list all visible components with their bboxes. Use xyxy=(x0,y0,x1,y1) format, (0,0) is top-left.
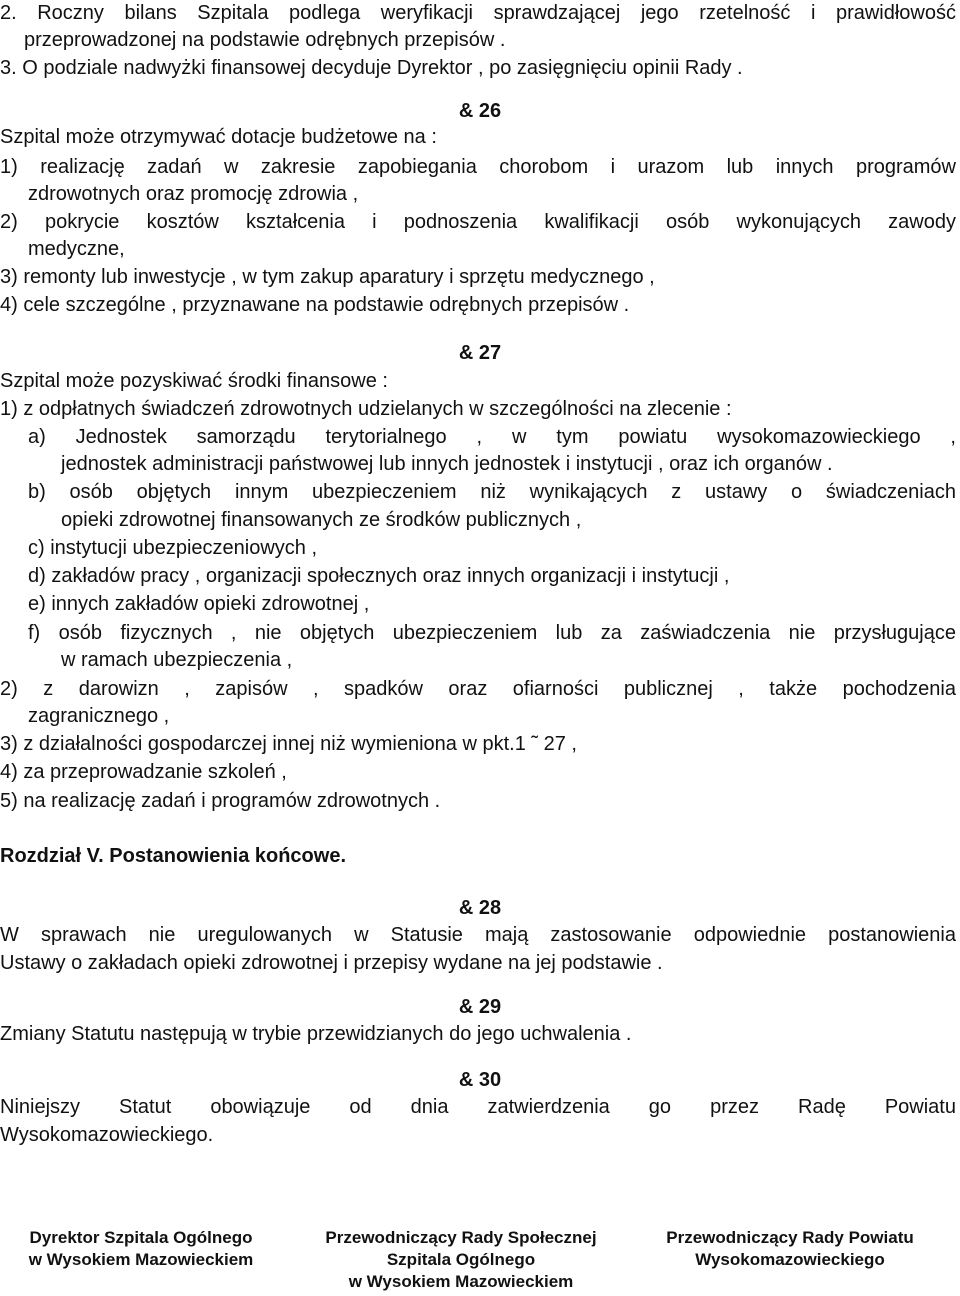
section-27-item-f-line-1: f) osób fizycznych , nie objętych ubezpieczeniem lub za zaświadczenia nie przysługujące xyxy=(28,622,956,644)
section-26-point-1-line-1: 1) realizację zadań w zakresie zapobiegania chorobom i urazom lub innych programów xyxy=(0,156,956,178)
signature-social-council-line-1: Przewodniczący Rady Społecznej xyxy=(325,1228,597,1247)
intro-item-2-line-1: 2. Roczny bilans Szpitala podlega weryfikacji sprawdzającej jego rzetelność i prawidłowość xyxy=(0,2,956,24)
signature-district-council-line-2: Wysokomazowieckiego xyxy=(695,1250,885,1269)
section-29-heading: & 29 xyxy=(458,996,502,1018)
section-27-point-2-line-1: 2) z darowizn , zapisów , spadków oraz ofiarności publicznej , także pochodzenia xyxy=(0,678,956,700)
signature-district-council-line-1: Przewodniczący Rady Powiatu xyxy=(666,1228,914,1247)
section-26-point-3: 3) remonty lub inwestycje , w tym zakup aparatury i sprzętu medycznego , xyxy=(0,266,655,288)
signature-social-council-line-3: w Wysokiem Mazowieckiem xyxy=(348,1272,574,1291)
intro-item-3: 3. O podziale nadwyżki finansowej decyduje Dyrektor , po zasięgnięciu opinii Rady . xyxy=(0,57,743,79)
section-27-item-e: e) innych zakładów opieki zdrowotnej , xyxy=(28,593,370,615)
signature-director xyxy=(6,1227,276,1271)
section-27-item-c: c) instytucji ubezpieczeniowych , xyxy=(28,537,318,559)
signature-social-council-chair xyxy=(296,1227,626,1293)
section-26-point-1-line-2: zdrowotnych oraz promocję zdrowia , xyxy=(28,183,359,205)
section-26-point-4: 4) cele szczególne , przyznawane na podstawie odrębnych przepisów . xyxy=(0,294,630,316)
section-26-heading: & 26 xyxy=(458,100,502,122)
section-27-heading: & 27 xyxy=(458,342,502,364)
section-27-item-d: d) zakładów pracy , organizacji społecznych oraz innych organizacji i instytucji , xyxy=(28,565,730,587)
section-27-item-b-line-1: b) osób objętych innym ubezpieczeniem niż wynikających z ustawy o świadczeniach xyxy=(28,481,956,503)
signature-social-council-line-2: Szpitala Ogólnego xyxy=(386,1250,536,1269)
section-29-line-1: Zmiany Statutu następują w trybie przewidzianych do jego uchwalenia . xyxy=(0,1023,632,1045)
section-30-line-2: Wysokomazowieckiego. xyxy=(0,1124,214,1146)
section-27-item-b-line-2: opieki zdrowotnej finansowanych ze środków publicznych , xyxy=(61,509,582,531)
section-27-point-5: 5) na realizację zadań i programów zdrowotnych . xyxy=(0,790,441,812)
section-30-heading: & 30 xyxy=(458,1069,502,1091)
section-27-point-3: 3) z działalności gospodarczej innej niż wymieniona w pkt.1 ˜ 27 , xyxy=(0,733,577,755)
section-27-point-4: 4) za przeprowadzanie szkoleń , xyxy=(0,761,287,783)
section-28-line-2: Ustawy o zakładach opieki zdrowotnej i przepisy wydane na jej podstawie . xyxy=(0,952,663,974)
section-26-lead: Szpital może otrzymywać dotacje budżetowe na : xyxy=(0,126,437,148)
section-27-item-a-line-2: jednostek administracji państwowej lub innych jednostek i instytucji , oraz ich organów . xyxy=(61,453,833,475)
chapter-heading: Rozdział V. Postanowienia końcowe. xyxy=(0,845,347,867)
section-30-line-1: Niniejszy Statut obowiązuje od dnia zatwierdzenia go przez Radę Powiatu xyxy=(0,1096,956,1118)
section-27-item-f-line-2: w ramach ubezpieczenia , xyxy=(61,649,293,671)
signature-district-council-chair xyxy=(640,1227,940,1271)
section-27-point-1: 1) z odpłatnych świadczeń zdrowotnych udzielanych w szczególności na zlecenie : xyxy=(0,398,732,420)
signature-director-line-2: w Wysokiem Mazowieckiem xyxy=(28,1250,254,1269)
section-26-point-2-line-2: medyczne, xyxy=(28,238,125,260)
section-27-point-2-line-2: zagranicznego , xyxy=(28,705,170,727)
intro-item-2-line-2: przeprowadzonej na podstawie odrębnych przepisów . xyxy=(24,29,506,51)
section-28-heading: & 28 xyxy=(458,897,502,919)
signature-director-line-1: Dyrektor Szpitala Ogólnego xyxy=(29,1228,253,1247)
section-28-line-1: W sprawach nie uregulowanych w Statusie mają zastosowanie odpowiednie postanowienia xyxy=(0,924,956,946)
section-27-item-a-line-1: a) Jednostek samorządu terytorialnego , w tym powiatu wysokomazowieckiego , xyxy=(28,426,956,448)
section-26-point-2-line-1: 2) pokrycie kosztów kształcenia i podnoszenia kwalifikacji osób wykonujących zawody xyxy=(0,211,956,233)
section-27-lead: Szpital może pozyskiwać środki finansowe : xyxy=(0,370,388,392)
